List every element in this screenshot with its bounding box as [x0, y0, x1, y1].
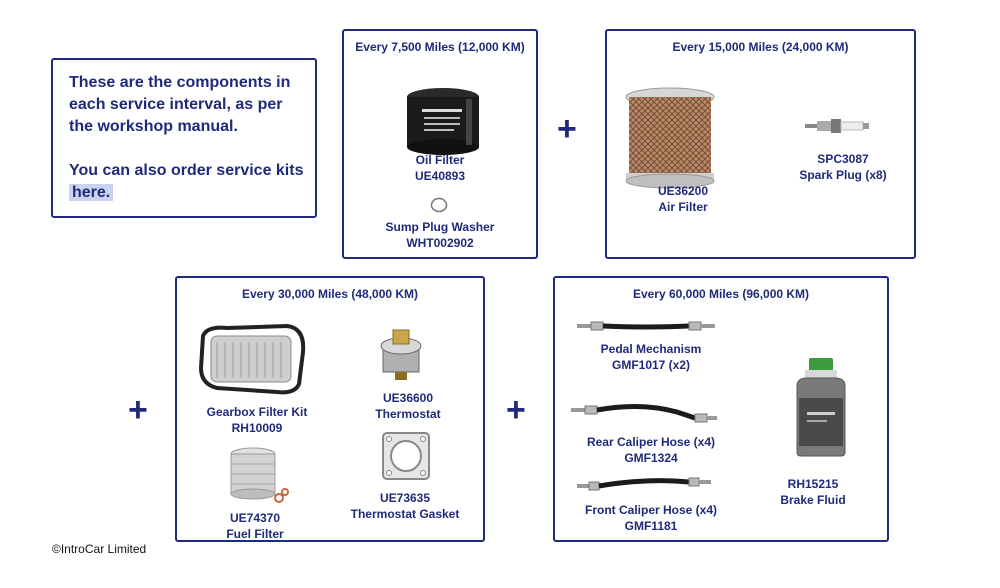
thermostat-gasket-name: Thermostat Gasket	[350, 507, 460, 521]
washer-icon	[430, 197, 448, 213]
sump-plug-washer-label	[386, 219, 495, 251]
interval-30000-box	[175, 276, 485, 542]
front-caliper-hose-label	[585, 502, 717, 534]
gasket-icon	[380, 430, 432, 482]
thermostat-label	[375, 390, 440, 422]
sump-plug-washer-part: WHT002902	[406, 236, 474, 250]
front-caliper-hose-name: Front Caliper Hose (x4)	[584, 503, 718, 517]
air-filter-name: Air Filter	[658, 200, 708, 214]
oil-filter-label	[415, 152, 465, 184]
gearbox-filter-kit-part: RH10009	[231, 421, 283, 435]
rear-caliper-hose-name: Rear Caliper Hose (x4)	[586, 435, 716, 449]
fuel-filter-part: UE74370	[229, 511, 281, 525]
fuel-filter-icon	[225, 446, 289, 506]
interval-7500-title: Every 7,500 Miles (12,000 KM)	[355, 40, 525, 54]
interval-60000-box	[553, 276, 889, 542]
intro-box	[51, 58, 317, 218]
rear-caliper-hose-label	[587, 434, 715, 466]
pedal-mechanism-name: Pedal Mechanism	[600, 342, 702, 356]
spark-plug-label	[799, 151, 886, 183]
service-kits-link[interactable]: here.	[69, 184, 113, 201]
intro-text: These are the components in each service interval, as per the workshop manual.	[69, 74, 291, 135]
oil-filter-name: Oil Filter	[415, 153, 465, 167]
thermostat-gasket-label	[351, 490, 460, 522]
air-filter-label	[658, 183, 708, 215]
rear-caliper-hose-part: GMF1324	[624, 451, 678, 465]
gearbox-filter-kit-icon	[197, 322, 309, 396]
interval-7500-box	[342, 29, 538, 259]
brake-hose-icon	[577, 318, 717, 334]
thermostat-name: Thermostat	[375, 407, 441, 421]
front-caliper-hose-part: GMF1181	[624, 519, 678, 533]
plus-sign: +	[506, 391, 526, 429]
brake-hose-icon	[571, 400, 719, 426]
copyright-text: ©IntroCar Limited	[52, 542, 147, 556]
interval-15000-box	[605, 29, 916, 259]
brake-fluid-bottle-icon	[791, 356, 851, 458]
fuel-filter-label	[226, 510, 283, 542]
spark-plug-part: SPC3087	[817, 152, 869, 166]
thermostat-gasket-part: UE73635	[379, 491, 431, 505]
sump-plug-washer-name: Sump Plug Washer	[385, 220, 495, 234]
pedal-mechanism-label	[601, 341, 702, 373]
intro-order-text	[69, 160, 309, 204]
pedal-mechanism-part: GMF1017 (x2)	[611, 358, 691, 372]
oil-filter-part: UE40893	[414, 169, 466, 183]
brake-fluid-part: RH15215	[787, 477, 839, 491]
interval-60000-title: Every 60,000 Miles (96,000 KM)	[632, 287, 810, 301]
interval-15000-title: Every 15,000 Miles (24,000 KM)	[672, 40, 849, 54]
brake-hose-icon	[577, 474, 713, 494]
gearbox-filter-kit-name: Gearbox Filter Kit	[206, 405, 308, 419]
thermostat-icon	[373, 326, 429, 382]
interval-30000-title: Every 30,000 Miles (48,000 KM)	[241, 287, 419, 301]
air-filter-icon	[621, 87, 719, 189]
thermostat-part: UE36600	[382, 391, 434, 405]
brake-fluid-label	[780, 476, 845, 508]
oil-filter-icon	[402, 87, 484, 157]
air-filter-part: UE36200	[657, 184, 709, 198]
intro-order-label: You can also order service kits	[69, 162, 304, 179]
spark-plug-name: Spark Plug (x8)	[799, 168, 887, 182]
spark-plug-icon	[803, 111, 873, 141]
plus-sign: +	[128, 391, 148, 429]
plus-sign: +	[557, 110, 577, 148]
brake-fluid-name: Brake Fluid	[780, 493, 846, 507]
fuel-filter-name: Fuel Filter	[226, 527, 284, 541]
gearbox-filter-kit-label	[207, 404, 308, 436]
